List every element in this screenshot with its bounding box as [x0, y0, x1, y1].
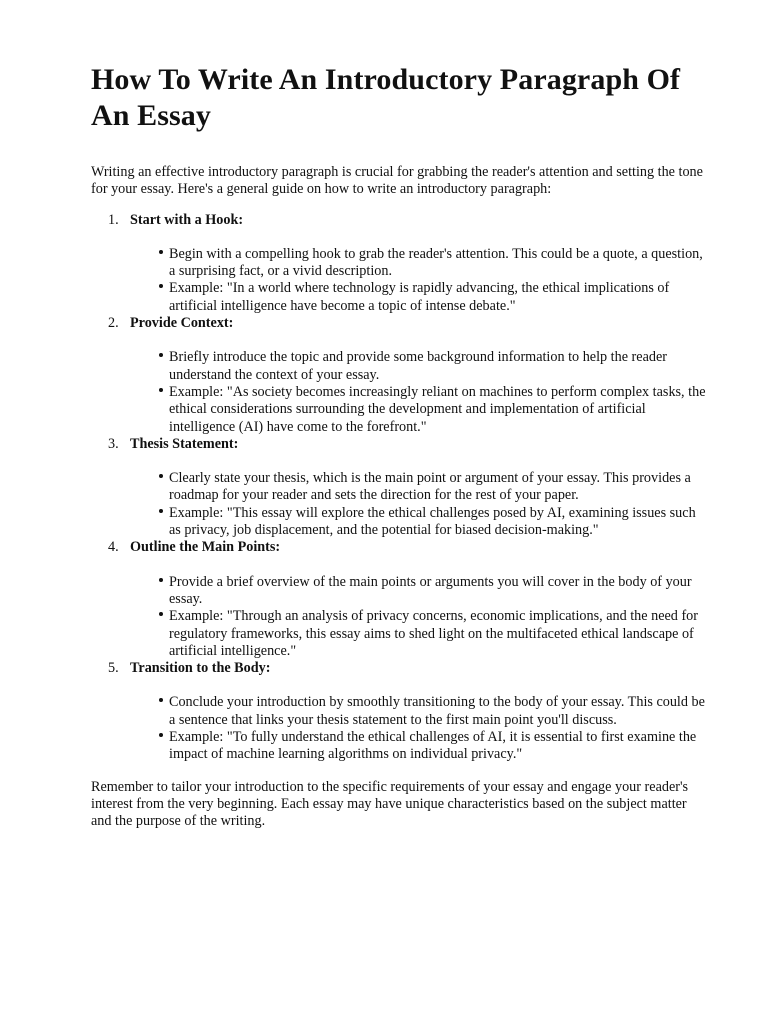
- point-text: Example: "Through an analysis of privacy concerns, economic implications, and the need for regulatory frameworks, this essay aims to shed light on the multifaceted ethical landscape of artificial intelligence.": [169, 608, 698, 659]
- step-title: Transition to the Body:: [130, 660, 271, 677]
- step-points: [91, 694, 708, 763]
- bullet-icon: [159, 578, 163, 582]
- bullet-icon: [159, 284, 163, 288]
- step-points: [91, 574, 708, 660]
- list-item: [159, 246, 708, 281]
- list-item: [159, 729, 708, 764]
- step-heading: [91, 660, 708, 677]
- point-text: Example: "As society becomes increasingly reliant on machines to perform complex tasks, the ethical considerations surrounding the development and implementation of artificial intelligence (AI) have come to the forefront.": [169, 383, 706, 435]
- point-text: Example: "To fully understand the ethical challenges of AI, it is essential to first examine the impact of machine learning algorithms on individual privacy.": [169, 729, 697, 763]
- step-item: [91, 539, 708, 660]
- step-number: 1.: [108, 211, 119, 228]
- list-item: [159, 349, 708, 384]
- step-heading: [91, 436, 708, 453]
- bullet-icon: [159, 612, 163, 616]
- point-text: Briefly introduce the topic and provide some background information to help the reader understand the context of your essay.: [169, 349, 667, 383]
- step-points: [91, 470, 708, 539]
- bullet-icon: [159, 474, 163, 478]
- step-number: 4.: [108, 539, 119, 556]
- step-number: 3.: [108, 435, 119, 452]
- step-heading: [91, 315, 708, 332]
- intro-paragraph: Writing an effective introductory paragraph is crucial for grabbing the reader's attention and setting the tone for your essay. Here's a general guide on how to write an introductory paragraph:: [91, 164, 703, 198]
- bullet-icon: [159, 733, 163, 737]
- step-item: [91, 660, 708, 763]
- bullet-icon: [159, 698, 163, 702]
- list-item: [159, 280, 708, 315]
- step-heading: [91, 539, 708, 556]
- point-text: Example: "In a world where technology is rapidly advancing, the ethical implications of artificial intelligence have become a topic of intense debate.": [169, 280, 670, 314]
- list-item: [159, 384, 708, 436]
- closing-paragraph: Remember to tailor your introduction to the specific requirements of your essay and engage your reader's interest from the very beginning. Each essay may have unique characteristics based on the subject matter and the purpose of the writing.: [91, 778, 689, 830]
- point-text: Provide a brief overview of the main points or arguments you will cover in the body of your essay.: [169, 573, 692, 607]
- step-title: Thesis Statement:: [130, 435, 239, 452]
- list-item: [159, 470, 708, 505]
- bullet-icon: [159, 250, 163, 254]
- step-title: Provide Context:: [130, 315, 234, 332]
- step-item: [91, 315, 708, 436]
- step-points: [91, 349, 708, 435]
- list-item: [159, 574, 708, 609]
- list-item: [159, 505, 708, 540]
- step-item: [91, 436, 708, 539]
- point-text: Begin with a compelling hook to grab the reader's attention. This could be a quote, a question, a surprising fact, or a vivid description.: [169, 245, 703, 280]
- step-title: Outline the Main Points:: [130, 539, 281, 556]
- step-points: [91, 246, 708, 315]
- step-heading: [91, 212, 708, 229]
- bullet-icon: [159, 353, 163, 357]
- list-item: [159, 694, 708, 729]
- point-text: Clearly state your thesis, which is the main point or argument of your essay. This provides a roadmap for your reader and sets the direction for the rest of your paper.: [169, 470, 691, 504]
- point-text: Example: "This essay will explore the ethical challenges posed by AI, examining issues such as privacy, job displacement, and the potential for biased decision-making.": [169, 504, 696, 539]
- bullet-icon: [159, 388, 163, 392]
- steps-list: [91, 212, 708, 764]
- step-item: [91, 212, 708, 315]
- page-title: How To Write An Introductory Paragraph Of An Essay: [91, 63, 681, 132]
- step-number: 2.: [108, 315, 119, 332]
- step-number: 5.: [108, 660, 119, 677]
- list-item: [159, 608, 708, 660]
- step-title: Start with a Hook:: [130, 211, 244, 228]
- bullet-icon: [159, 509, 163, 513]
- point-text: Conclude your introduction by smoothly transitioning to the body of your essay. This could be a sentence that links your thesis statement to the first main point you'll discuss.: [169, 694, 705, 728]
